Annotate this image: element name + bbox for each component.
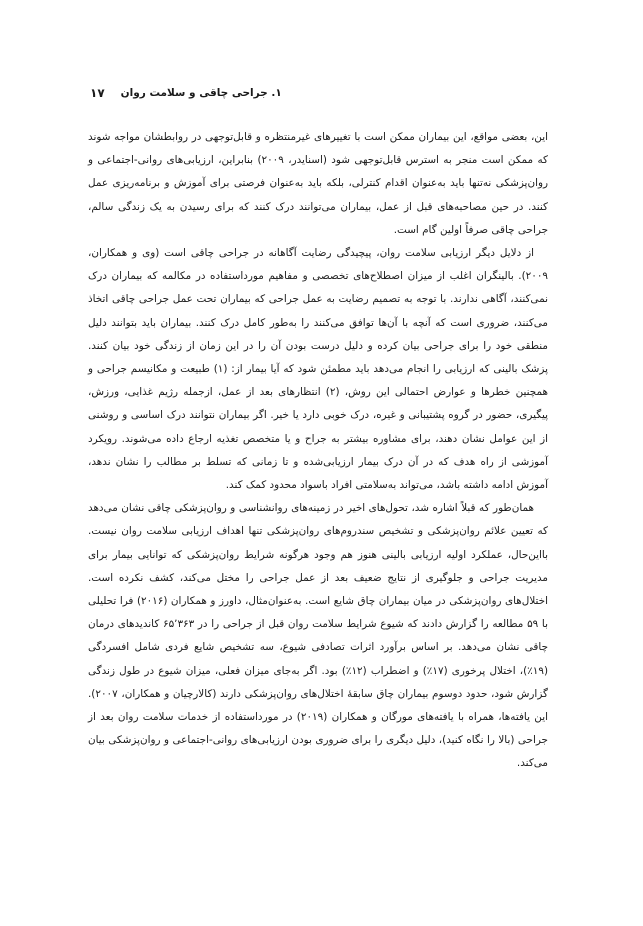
running-header <box>90 84 553 102</box>
paragraph-2: از دلایل دیگر ارزیابی سلامت روان، پیچیدگی رضایت آگاهانه در جراحی چاقی است (وی و همکاران، ۲۰۰۹). بالینگران اغلب از میزان اصطلاح‌های تخصصی و مفاهیم مورداستفاده در مکالمه که بیماران درک نمی‌کنند، آگاهی ندارند. با توجه به تصمیم رضایت به عمل جراحی که بیماران تحت عمل جراحی چاقی اتخاذ می‌کنند، ضروری است که آنچه با آن‌ها توافق می‌کنند را به‌طور کامل درک کنند. بیماران باید بتوانند دلیل منطقی خود را برای جراحی بیان کرده و دلیل درست بودن آن را در این زمان از زندگی خود بیان کنند. پزشک بالینی که ارزیابی را انجام می‌دهد باید مطمئن شود که آیا بیمار از: (۱) طبیعت و مکانیسم جراحی و همچنین خطرها و عوارض احتمالی این روش، (۲) انتظارهای بعد از عمل، ازجمله رژیم غذایی، ورزش، پیگیری، حضور در گروه پشتیبانی و غیره، درک خوبی دارد یا خیر. اگر بیماران نتوانند درک اساسی و روشنی از این عوامل نشان دهند، برای مشاوره بیشتر به جراح و یا متخصص تغذیه ارجاع داده می‌شوند. رویکرد آموزشی از راه هدف که در آن درک بیمار ارزیابی‌شده و تا زمانی که تسلط بر مطالب را نشان ندهد، آموزش ادامه داشته باشد، می‌تواند به‌سلامتی افراد باسواد محدود کمک کند. <box>88 247 548 492</box>
paragraph-3: همان‌طور که قبلاً اشاره شد، تحول‌های اخیر در زمینه‌های روانشناسی و روان‌پزشکی چاقی نشان می‌دهد که تعیین علائم روان‌پزشکی و تشخیص سندروم‌های روان‌پزشکی تنها اهداف ارزیابی سلامت روان نیست. بااین‌حال، عملکرد اولیه ارزیابی بالینی هنوز هم وجود هرگونه شرایط روان‌پزشکی که توانایی بیمار برای مدیریت جراحی و جلوگیری از نتایج ضعیف بعد از عمل جراحی را مختل می‌کند، کشف نکرده است. اختلال‌های روان‌پزشکی در میان بیماران چاق شایع است. به‌عنوان‌مثال، داورز و همکاران (۲۰۱۶) فرا تحلیلی با ۵۹ مطالعه را گزارش دادند که شیوع شرایط سلامت روان قبل از جراحی را در ۶۵٬۳۶۳ کاندیدهای درمان چاقی نشان می‌دهد. بر اساس برآورد اثرات تصادفی شیوع، سه تشخیص شایع فردی شامل افسردگی (۱۹٪)، اختلال پرخوری (۱۷٪) و اضطراب (۱۲٪) بود. اگر به‌جای میزان فعلی، میزان شیوع در طول زندگی گزارش شود، حدود دوسوم بیماران چاق سابقهٔ اختلال‌های روان‌پزشکی دارند (کالارچیان و همکاران، ۲۰۰۷). این یافته‌ها، همراه با یافته‌های مورگان و همکاران (۲۰۱۹) در مورداستفاده از خدمات سلامت روان بعد از جراحی (بالا را نگاه کنید)، دلیل دیگری را برای ضروری بودن ارزیابی‌های روانی-اجتماعی و روان‌پزشکی بیان می‌کند. <box>88 502 549 770</box>
page-number: ۱۷ <box>90 86 105 100</box>
body-text <box>88 126 548 776</box>
chapter-title: ۱. جراحی چاقی و سلامت روان <box>120 87 282 99</box>
paragraph-1: این، بعضی مواقع، این بیماران ممکن است با تغییرهای غیرمنتظره و قابل‌توجهی در روابطشان مواجه شوند که ممکن است منجر به استرس قابل‌توجهی شود (اسنایدر، ۲۰۰۹) بنابراین، ارزیابی‌های روانی-اجتماعی و روان‌پزشکی نه‌تنها باید به‌عنوان اقدام کنترلی، بلکه باید به‌عنوان فرصتی برای آموزش و برنامه‌ریزی عمل کنند. در حین مصاحبه‌های قبل از عمل، بیماران می‌توانند درک کنند که برای رسیدن به یک زندگی سالم، جراحی چاقی صرفاً اولین گام است. <box>88 131 548 236</box>
